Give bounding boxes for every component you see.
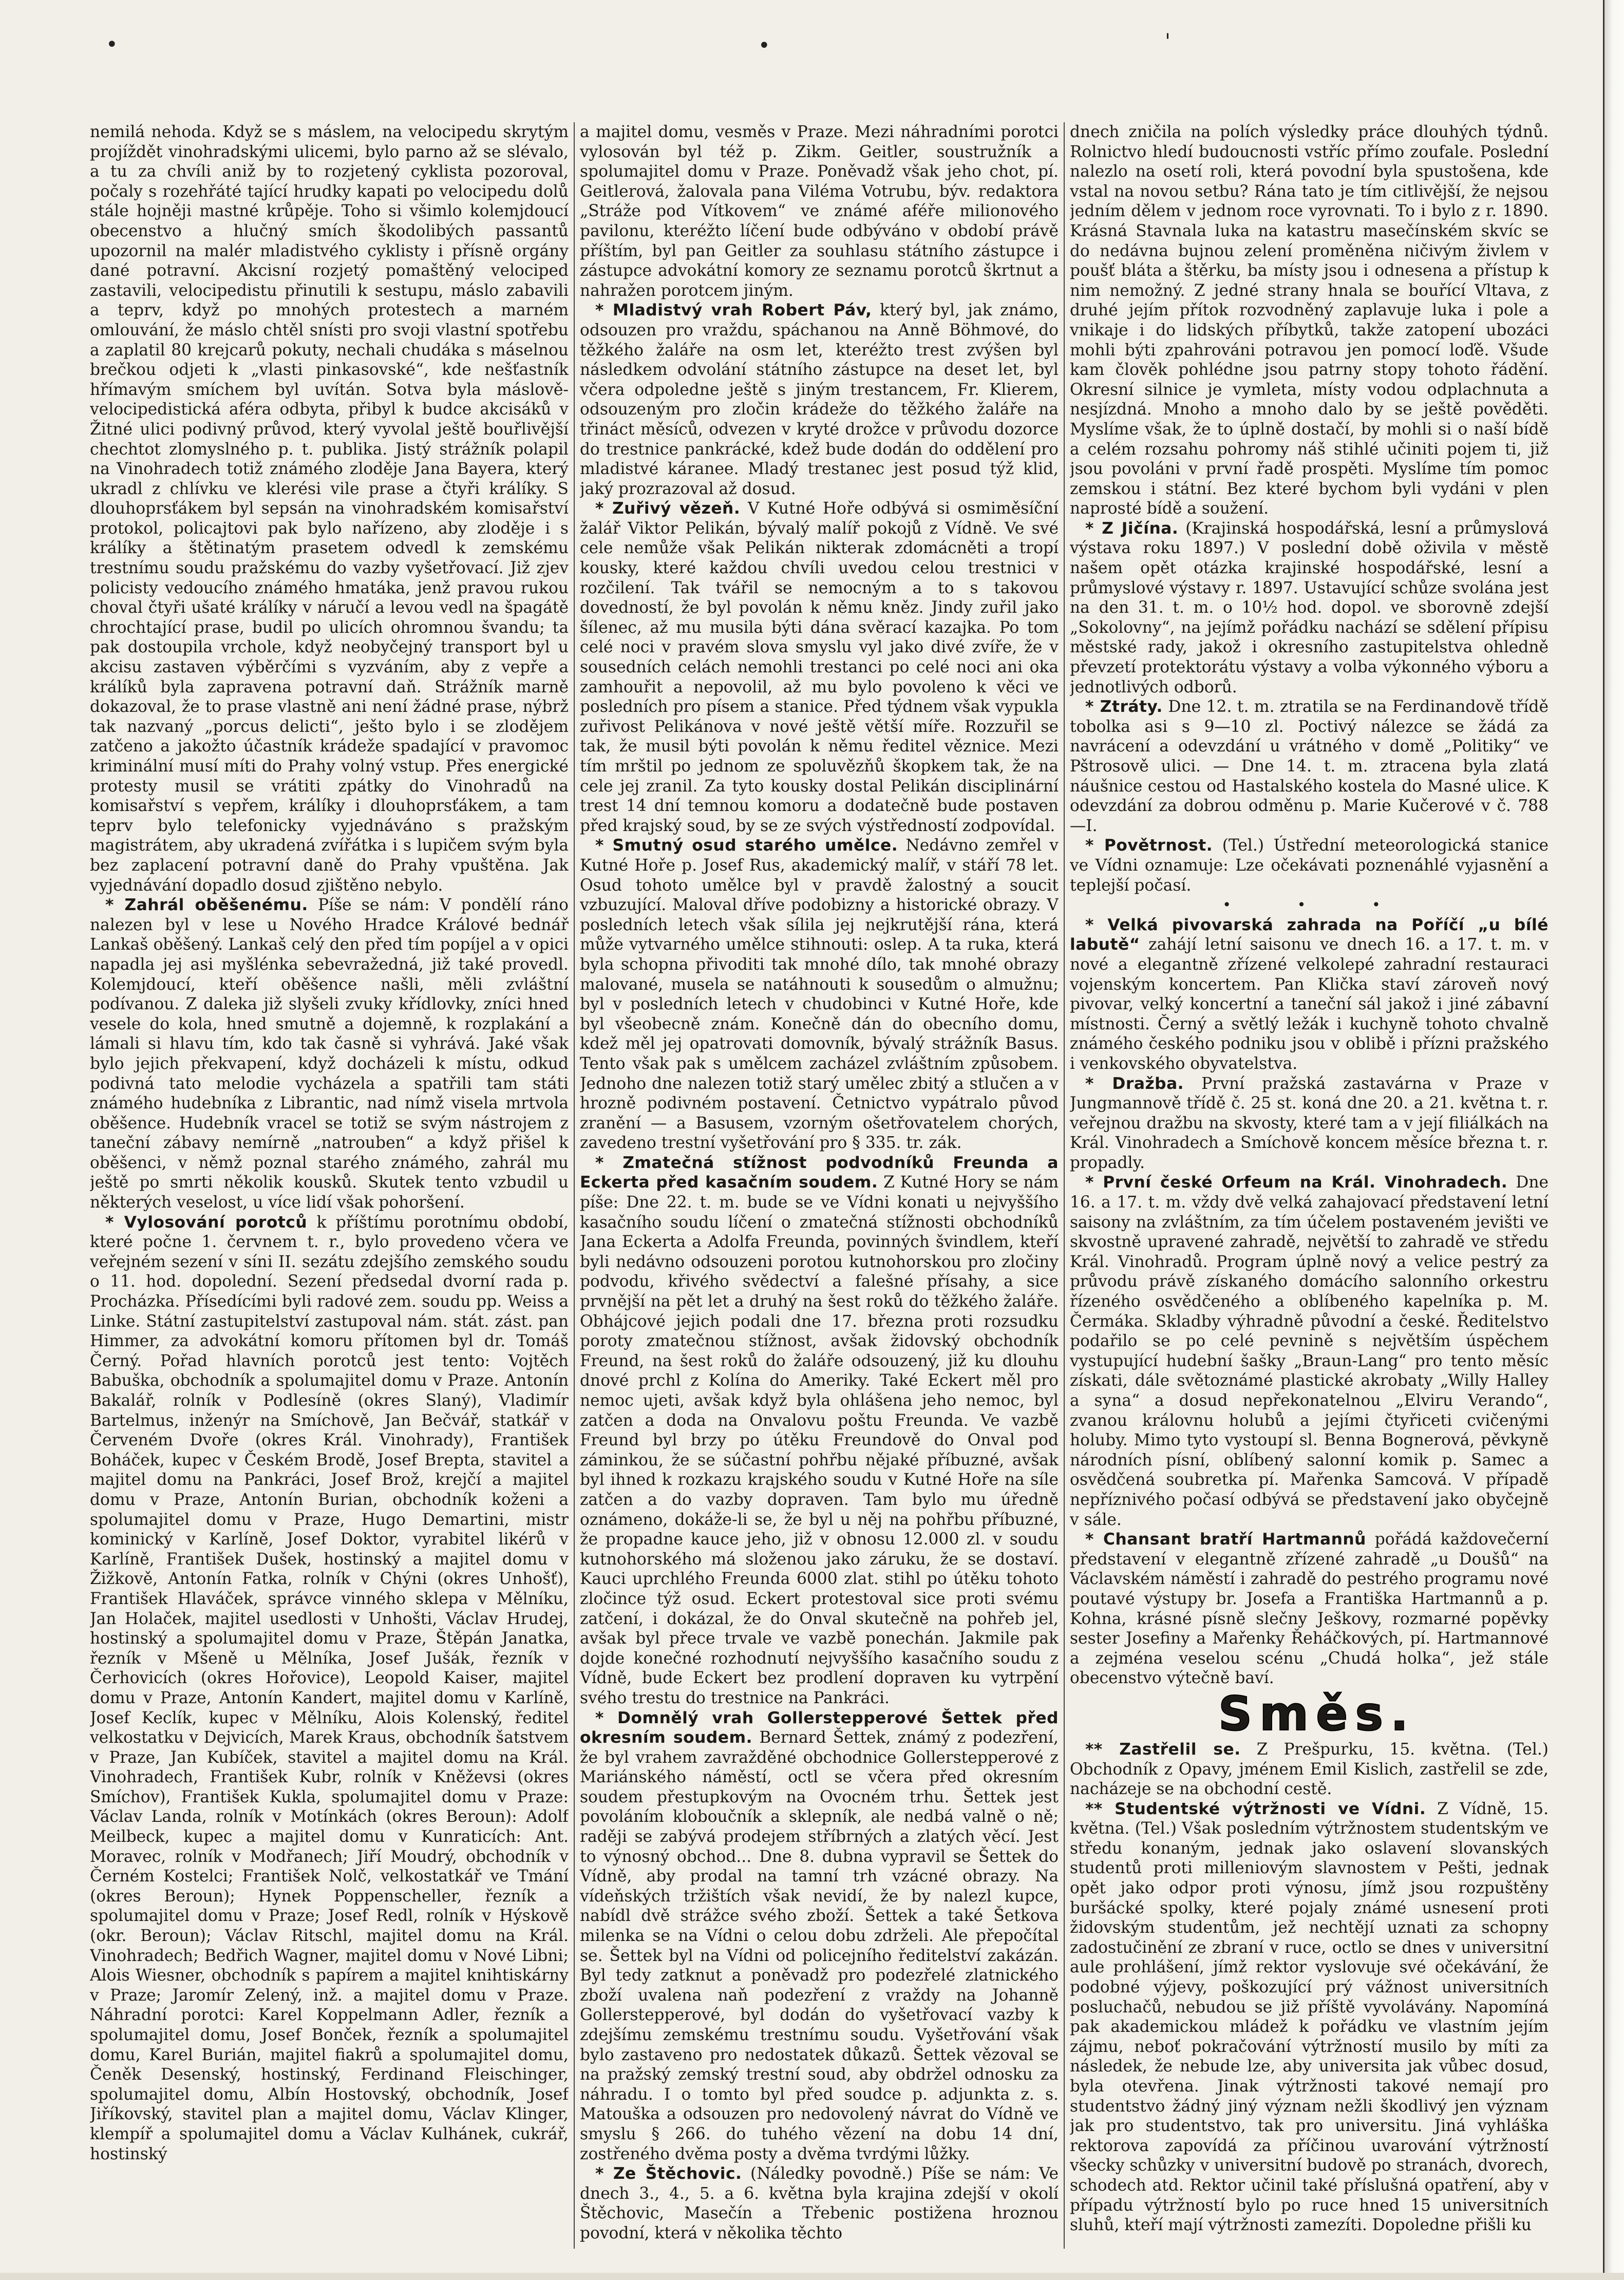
article-text: dnech zničila na polích výsledky práce dlouhých týdnů. Rolnictvo hledí budoucnosti vstříc přímo zoufale. Poslední nalezlo na osetí roli, která povodní byla spustošena, kde vstal na novou setbu? Rána tato je tím citlivější, že nejsou jedním dělem v jednom roce vyrovnati. To i bylo z r. 1890. Krásná Stavnala luka na katastru masečínském skvíc se do nedávna bujnou zelení proměněna ničivým živlem v poušť bláta a štěrku, ba místy jsou i odnesena a přístup k nim nemožný. Z jedné strany hnala se bouřící Vltava, z druhé jejím přítok rozvodněný zaplavuje luka i pole a vnikaje i do lidských příbytků, takže zatopení ubozáci mohli býti zpahrováni potravou jen pomocí loďě. Všude kam člověk pohlédne jsou patrny stopy tohoto řádění. Okresní silnice je vymleta, místy vodou odplachnuta a nesjízdná. Mnoho a mnoho dalo by se ještě pověděti. Myslíme však, že to úplně dostačí, by mohli si o naší bídě a celém rozsahu pohromy náš stihlé učiniti pojem ti, již jsou povoláni v první řadě prospěti. Myslíme tím pomoc zemskou i státní. Bez které bychom byli vydáni v plen naprosté bídě a soužení. xyxy=(1070,123,1549,518)
article-text: nemilá nehoda. Když se s máslem, na velocipedu skrytým projíždět vinohradskými ulicemi, bylo parno až se slévalo, a tu za chvíli aniž by to rozjetený cyklista pozoroval, počaly s rozehřáté tající hrudky kapati po velocipedu dolů stále hojněji mastné krůpěje. Toho si všimlo kolemjdoucí obecenstvo a hlučný smích škodolibých passantů upozornil na malér mladistvého cyklisty i přísně orgány dané potravní. Akcisní rozjetý pomaštěný velociped zastavili, velocipedistu přinutili k sestupu, máslo zabavili a teprv, když po mnohých protestech a marném omlouvání, že máslo chtěl snísti pro svoji vlastní spotřebu a zaplatil 80 krejcarů pokuty, nechali chudáka s máselnou brečkou odjeti k „vlasti pinkasovské“, kde nešťastník hřímavým smíchem byl uvítán. Sotva byla máslově-velocipedistická aféra odbyta, přibyl k budce akcisáků v Žitné ulici podivný průvod, který vyvolal ještě bouřlivější chechtot zlomyslného p. t. publika. Jistý strážník polapil na Vinohradech totiž známého zloděje Jana Bayera, který ukradl z chlívku ve klerési vile prase a čtyři králíky. S dlouhoprsťákem byl sepsán na vinohradském komisařství protokol, policajtovi pak bylo nařízeno, aby zloděje i s králíky a štětinatým prasetem odvedl k zemskému trestnímu soudu pražskému do vazby vyšetřovací. Již zjev policisty vedoucího známého hmatáka, jenž pravou rukou choval čtyři ušaté králíky v náručí a levou vedl na špagátě chrochtající prase, budil po ulicích ohromnou švandu; ta pak dostoupila vrchole, když neobyčejný transport byl u akcisu zastaven výběrčími s vyzváním, aby z vepře a králíků byla zapravena potravní daň. Strážník marně dokazoval, že to prase vlastně ani není žádné prase, nýbrž tak nazvaný „porcus delicti“, ješto bylo i se zlodějem zatčeno a jakožto účastník krádeže spadající v pravomoc kriminální musí míti do Prahy volný vstup. Přes energické protesty musil se vrátiti zpátky do Vinohradů na komisařství s vepřem, králíky i dlouhoprsťákem, a tam teprv bylo telefonicky vyjednáváno s pražským magistrátem, aby ukradená zvířátka i s lupičem svým byla bez zaplacení potravní daně do Prahy vpuštěna. Jak vyjednávání dopadlo dosud zjištěno nebylo. xyxy=(90,123,569,895)
article-text: (Náledky povodně.) Píše se nám: Ve dnech 3., 4., 5. a 6. května byla krajina zdejší v okolí Štěchovic, Masečín a Třebenic postižena hroznou povodní, která v několika těchto xyxy=(580,2164,1059,2243)
article-heading: * Domnělý vrah Gollerstepperové Šettek před okresním soudem. xyxy=(580,1708,1059,1747)
article-paragraph xyxy=(580,836,1059,1153)
article-paragraph xyxy=(580,122,1059,300)
article-paragraph xyxy=(580,1708,1059,2164)
article-heading: * Mladistvý vrah Robert Páv, xyxy=(595,301,872,320)
article-heading: ** Studentské výtržnosti ve Vídni. xyxy=(1085,1799,1426,1818)
article-text: Z Vídně, 15. května. (Tel.) Však posledním výtržnostem studentským ve středu konaným, jednak jako oslavení slovanských studentů proti milleniovým slavnostem v Pešti, jednak opět jako odpor proti výnosu, jímž jsou rozpuštěny buršácké spolky, které pojaly známé usnesení proti židovským studentům, jež nechtějí uznati za schopny zadostučinění ze zbraní v ruce, octlo se dnes v universitní aule prohlášení, jímž rektor vyslovuje své očekávání, že podobné výjevy, poškozující prý vážnost universitních posluchačů, nebudou se již příště vyvolávány. Napomíná pak akademickou mládež k pořádku ve vlastním jejím zájmu, neboť pokračování výtržností musilo by míti za následek, že nebude lze, aby universita jak vůbec dosud, byla otevřena. Jinak výtržnosti takové nemají pro studentstvo žádný jiný význam nežli škodlivý jen význam jak pro studentstvo, tak pro universitu. Jiná vyhláška rektorova zapovídá za příčinou uvarování výtržností všecky schůzky v universitní budově po stranách, dvorech, schodech atd. Rektor učinil také příslušná opatření, aby v případu výtržností bylo po ruce hned 15 universitních sluhů, kteří mají výtržnosti zamezíti. Dopoledne přišli ku xyxy=(1070,1799,1549,2235)
column-rule xyxy=(1059,122,1070,2249)
article-text: pořádá každovečerní představení v elegantně zřízené zahradě „u Doušů“ na Václavském náměstí i zahradě do pestrého programu nové poutavé výstupy br. Josefa a Františka Hartmannů a p. Kohna, krásné písně slečny Ješkovy, rozmarné popěvky sester Josefiny a Mařenky Řeháčkových, pí. Hartmannové a zejména veselou scénu „Chudá holka“, jež stále obecenstvo výtečně baví. xyxy=(1070,1530,1549,1688)
article-heading: ** Zastřelil se. xyxy=(1085,1740,1241,1759)
article-heading: * Dražba. xyxy=(1085,1074,1184,1093)
article-paragraph xyxy=(1070,1173,1549,1530)
text-columns xyxy=(90,122,1549,2249)
article-text: • • • xyxy=(1222,896,1411,914)
article-paragraph xyxy=(1070,1074,1549,1173)
article-heading: * Ze Štěchovic. xyxy=(595,2164,742,2183)
article-heading: * Povětrnost. xyxy=(1085,836,1213,855)
article-text: Dne 16. a 17. t. m. vždy dvě velká zahajovací představení letní saisony na zvláštním, za tím účelem postaveném jevišti ve skvostně upravené zahradě, největší to zahradě ve středu Král. Vinohradů. Program úplně nový a velice pestrý za průvodu právě získaného domácího salonního orkestru řízeného osvědčeného a oblíbeného kapelníka p. M. Čermáka. Skladby výhradně původní a české. Ředitelstvo podařilo se po celé pevnině s největším úspěchem vystupující hudební šašky „Braun-Lang“ pro tento měsíc získati, dále světoznámé plastické akrobaty „Willy Halley a syna“ a dosud nepřekonatelnou „Elviru Verando“, zvanou královnu holubů a jejími čtyřiceti cvičenými holuby. Mimo tyto vystoupí sl. Benna Bognerová, pěvkyně národních písní, oblíbený salonní komik p. Samec a osvědčená soubretka pí. Mařenka Samcová. V případě nepříznivého počasí odbývá se představení jako obyčejně v sále. xyxy=(1070,1173,1549,1529)
article-text: který byl, jak známo, odsouzen pro vraždu, spáchanou na Anně Böhmové, do těžkého žaláře na osm let, kteréžto trest zvýšen byl následkem odvolání státního zástupce na deset let, byl včera odpoledne ještě s jiným trestancem, Fr. Klierem, odsouzeným pro zločin krádeže do těžkého žaláře na třináct měsíců, odvezen v kryté drožce v průvodu dozorce do trestnice pankrácké, kdež bude dodán do oddělení pro mladistvé káranee. Mladý trestanec jest posud týž klid, jaký prozrazoval až dosud. xyxy=(580,301,1059,498)
column-rule xyxy=(569,122,580,2249)
article-paragraph xyxy=(90,122,569,895)
article-text: k příštímu porotnímu období, které počne 1. červnem t. r., bylo provedeno včera ve veřejném sezení v síni II. sezátu zdejšího zemského soudu o 11. hod. dopolední. Sezení předsedal dvorní rada p. Procházka. Přísedícími byli radové zem. soudu pp. Weiss a Linke. Státní zastupitelství zastupoval nám. stát. zást. pan Himmer, za advokátní komoru přítomen byl dr. Tomáš Černý. Pořad hlavních porotců jest tento: Vojtěch Babuška, obchodník a spolumajitel domu v Praze. Antonín Bakalář, rolník v Podlesíně (okres Slaný), Vladimír Bartelmus, inženýr na Smíchově, Jan Bečvář, statkář v Červeném Dvoře (okres Král. Vinohrady), František Boháček, kupec v Českém Brodě, Josef Brepta, stavitel a majitel domu na Pankráci, Josef Brož, krejčí a majitel domu v Praze, Antonín Burian, obchodník koženi a spolumajitel domu v Praze, Hugo Demartini, mistr kominický v Karlíně, Josef Doktor, vyrabitel likérů v Karlíně, František Dušek, hostinský a majitel domu v Žižkově, Antonín Fatka, rolník v Chýni (okres Unhošť), František Hlaváček, správce vinného sklepa v Mělníku, Jan Holaček, majitel usedlosti v Unhošti, Václav Hrudej, hostinský a spolumajitel domu v Praze, Štěpán Janatka, řezník v Mšeně u Mělníka, Josef Jušák, řezník v Čerhovicích (okres Hořovice), Leopold Kaiser, majitel domu v Praze, Antonín Kandert, majitel domu v Karlíně, Josef Keclík, kupec v Mělníku, Alois Kolenský, ředitel velkostatku v Dejvicích, Marek Kraus, obchodník šatstvem v Praze, Jan Kubíček, stavitel a majitel domu na Král. Vinohradech, František Kubr, rolník v Kněževsi (okres Smíchov), František Kukla, spolumajitel domu v Praze: Václav Landa, rolník v Motínkách (okres Beroun): Adolf Meilbeck, kupec a majitel domu v Kunraticích: Ant. Moravec, rolník v Modřanech; Jiří Moudrý, obchodník v Černém Kostelci; František Nolč, velkostatkář ve Tmání (okres Beroun); Hynek Poppenscheller, řezník a spolumajitel domu v Praze; Josef Redl, rolník v Hýskově (okr. Beroun); Václav Ritschl, majitel domu na Král. Vinohradech; Bedřich Wagner, majitel domu v Nové Libni; Alois Wiesner, obchodník s papírem a majitel knihtiskárny v Praze; Jaromír Zelený, inž. a majitel domu v Praze. Náhradní porotci: Karel Koppelmann Adler, řezník a spolumajitel domu, Josef Bonček, řezník a spolumajitel domu, Karel Burián, majitel fiakrů a spolumajitel domu, Čeněk Desenský, hostinský, Ferdinand Fleischinger, spolumajitel domu, Albín Hostovský, obchodník, Josef Jiříkovský, stavitel plan a majitel domu, Václav Klinger, klempíř a spolumajitel domu a Václav Kulhánek, cukrář, hostinský xyxy=(90,1213,569,2163)
article-paragraph xyxy=(580,2164,1059,2243)
article-paragraph xyxy=(1070,1740,1549,1799)
article-paragraph xyxy=(580,1153,1059,1708)
article-text: (Tel.) Ústřední meteorologická stanice ve Vídni oznamuje: Lze očekávati poznenáhlé vyjasnění a teplejší počasí. xyxy=(1070,836,1549,895)
article-paragraph xyxy=(90,895,569,1213)
column-1 xyxy=(90,122,569,2249)
column-2 xyxy=(580,122,1059,2249)
article-paragraph xyxy=(1070,122,1549,519)
article-paragraph xyxy=(90,1213,569,2164)
page-mark-right: ' xyxy=(1165,30,1170,53)
section-heading-smes xyxy=(1070,1688,1549,1740)
ornament-separator xyxy=(1070,895,1549,915)
article-heading: * Z Jičína. xyxy=(1085,519,1179,538)
article-paragraph xyxy=(580,300,1059,499)
article-heading: * Chansant bratří Hartmannů xyxy=(1085,1530,1366,1549)
article-text: V Kutné Hoře odbývá si osmiměsíční žalář Viktor Pelikán, bývalý malíř pokojů z Vídně. Ve své cele nemůže však Pelikán nikterak zdomácněti a tropí kousky, které každou chvíli uvedou celou trestnici v rozčilení. Tak tvářil se nemocným a to s takovou dovedností, že byl povolán k němu kněz. Jindy zuřil jako šílenec, až mu musila býti dána svěrací kazajka. Po tom celé noci v pravém slova smyslu vyl jako divé zvíře, že v sousedních celách nemohli trestanci po celé noci ani oka zamhouřit a nepovolil, až mu bylo povoleno k věci ve posledních pro písem a stanice. Před týdnem však vypukla zuřivost Pelikánova v nové ještě větší míře. Rozzuřil se tak, že musil býti povolán k němu ředitel věznice. Mezi tím mrštil po jednom ze spoluvězňů škopkem tak, že na cele jej zranil. Za tyto kousky dostal Pelikán disciplinární trest 14 dní temnou komoru a dodatečně bude postaven před krajský soud, by se ze svých výstředností zodpovídal. xyxy=(580,499,1059,835)
article-text: zahájí letní saisonu ve dnech 16. a 17. t. m. v nové a elegantně zřízené velkolepé zahradní restauraci vojenským koncertem. Pan Klička staví zároveň nový pivovar, velký koncertní a taneční sál jakož i jiné zábavní místnosti. Černý a světlý ležák i kuchyně tohoto chvalně známého českého podniku jsou v oblibě i přízni pražského i venkovského obyvatelstva. xyxy=(1070,935,1549,1073)
article-text: Bernard Šettek, známý z podezření, že byl vrahem zavražděné obchodnice Gollerstepperové z Mariánského náměstí, octl se včera před okresním soudem přestupkovým na Ovocném trhu. Šettek jest povoláním kloboučník a sklepník, ale nedbá valně o ně; raději se zabývá prodejem stříbrných a zlatých věcí. Jest to výnosný obchod... Dne 8. dubna vypravil se Šettek do Vídně, aby prodal na tamní trh vzácné obrazy. Na vídeňských tržištích však nevidí, že by nalezl kupce, nabídl dvě strážce svého zboží. Šettek a také Šetkova milenka se na Vídni o celou dobu zdrželi. Ale přepočítal se. Šettek byl na Vídni od policejního ředitelství zakázán. Byl tedy zatknut a poněvadž pro podezřelé zlatnického zboží uvalena naň podezření z vraždy na Johanně Gollerstepperové, byl dodán do vyšetřovací vazby k zdejšímu zemskému trestnímu soudu. Vyšetřování však bylo zastaveno pro nedostatek důkazů. Šettek vězoval se na pražský zemský trestní soud, aby obdržel odnosku za náhradu. I o tomto byl před soudce p. adjunkta z. s. Matouška a odsouzen pro nedovolený návrat do Vídně ve smyslu § 266. do tuhého vězení na dobu 14 dní, zostřeného dvěma posty a dvěma tvrdými lůžky. xyxy=(580,1728,1059,2163)
article-heading: * Velká pivovarská zahrada na Poříčí „u bílé labutě“ xyxy=(1070,915,1549,954)
article-paragraph xyxy=(1070,1799,1549,2235)
article-paragraph xyxy=(1070,697,1549,836)
article-heading: * Zmatečná stížnost podvodníků Freunda a Eckerta před kasačním soudem. xyxy=(580,1153,1059,1192)
article-text: a majitel domu, vesměs v Praze. Mezi náhradními porotci vylosován byl též p. Zikm. Geitler, soustružník a spolumajitel domu v Praze. Poněvadž však jeho chot, pí. Geitlerová, žalovala pana Viléma Votrubu, býv. redaktora „Stráže pod Vítkovem“ ve známé aféře milionového pavilonu, kteréžto líčení bude odbýváno v období právě příštím, byl pan Geitler za souhlasu státního zástupce i zástupce advokátní komory ze seznamu porotců škrtnut a nahražen porotcem jiným. xyxy=(580,123,1059,300)
article-heading: * Smutný osud starého umělce. xyxy=(595,836,898,855)
article-paragraph xyxy=(1070,836,1549,895)
article-text: Směs. xyxy=(1218,1686,1416,1741)
article-text: Nedávno zemřel v Kutné Hoře p. Josef Rus, akademický malíř, v stáří 78 let. Osud tohoto umělce byl v pravdě žalostný a soucit vzbuzující. Maloval dříve podobizny a historické obrazy. V posledních letech však sílila jej nejkrutější rána, která může vytvarného umělce stihnouti: oslep. A ta ruka, která byla schopna přivoditi tak mnohé dílo, tak mnohé obrazy malované, musela se natáhnouti k sousedům o almužnu; byl v posledních letech v chudobinci v Kutné Hoře, kde byl všeobecně znám. Konečně dán do obecního domu, kdež měl jej opatrovati domovník, bývalý strážník Basus. Tento však pak s umělcem zacházel zvláštním způsobem. Jednoho dne nalezen totiž starý umělec zbitý a stlučen a v hrozně podivném postavení. Četnictvo vypátralo původ zranění — a Basusem, vzorným ošetřovatelem chorých, zavedeno trestní vyšetřování pro § 335. tr. zák. xyxy=(580,836,1059,1153)
article-text: Dne 12. t. m. ztratila se na Ferdinandově třídě tobolka asi s 9—10 zl. Poctivý nálezce se žádá za navrácení a odevzdání u vrátného v domě „Politiky“ ve Pštrosově ulici. — Dne 14. t. m. ztracena byla zlatá náušnice cestou od Hastalského kostela do Masné ulice. K odevzdání za dobrou odměnu p. Marie Kučerové v č. 788—I. xyxy=(1070,698,1549,835)
article-text: Z Prešpurku, 15. května. (Tel.) Obchodník z Opavy, jménem Emil Kislich, zastřelil se zde, nacházeje se na obchodní cestě. xyxy=(1070,1740,1549,1799)
article-text: Z Kutné Hory se nám píše: Dne 22. t. m. bude se ve Vídni konati u nejvyššího kasačního soudu líčení o zmatečná stížnosti obchodníků Jana Eckerta a Adolfa Freunda, povinných švindlem, kteří byli nedávno odsouzeni porotou kutnohorskou pro zločiny podvodu, křivého svědectví a falešné přísahy, a sice prvnější na pět let a druhý na šest roků do těžkého žaláře. Obhájcové jejich podali dne 17. března proti rozsudku poroty zmatečnou stížnost, avšak židovský obchodník Freund, na šest roků do žaláře odsouzený, již ku dlouhu dnové prchl z Kolína do Ameriky. Také Eckert měl pro nemoc ujeti, avšak když byla ohlášena jeho nemoc, byl zatčen a doda na Onvalovu poštu Freunda. Ve vazbě Freund byl brzy po útěku Freundově do Onval pod záminkou, že se súčastní pohřbu nějaké příbuzné, avšak byl ihned k rozkazu krajského soudu v Kutné Hoře na síle zatčen a do vazby dopraven. Tam bylo mu úředně oznámeno, dokáže-li se, že byl u něj na pohřbu příbuzné, že propadne kauce jeho, již v obnosu 12.000 zl. v soudu kutnohorského má složenou jako záruku, že se dostaví. Kauci uprchlého Freunda 6000 zlat. stihl po útěku tohoto zločince týž osud. Eckert protestoval sice proti svému zatčení, i dokázal, že do Onval skutečně na pohřeb jel, avšak byl přece trvale ve vazbě ponechán. Jakmile pak dojde konečné rozhodnutí nejvyššího kasačního soudu z Vídně, bude Eckert bez prodlení dopraven ku vytrpění svého trestu do trestnice na Pankráci. xyxy=(580,1173,1059,1707)
article-paragraph xyxy=(1070,519,1549,697)
article-text: (Krajinská hospodářská, lesní a průmyslová výstava roku 1897.) V poslední době oživila v městě našem opět otázka krajinské hospodářské, lesní a průmyslové výstavy r. 1897. Ustavující schůze svolána jest na den 31. t. m. o 10½ hod. dopol. ve sborovně zdejší „Sokolovny“, na jejímž pořádku nachází se sdělení přípisu městské rady, jakož i okresního zastupitelstva ohledně převzetí protektorátu výstavy a volba výkonného výboru a jednotlivých odborů. xyxy=(1070,519,1549,696)
page-bottom-edge xyxy=(0,2273,1624,2280)
column-3 xyxy=(1070,122,1549,2249)
page-mark-center: • xyxy=(758,34,770,58)
article-text: Píše se nám: V pondělí ráno nalezen byl v lese u Nového Hradce Králové bednář Lankaš oběšený. Lankaš celý den před tím popíjel a v opici napadla jej asi myšlénka sebevražedná, již také provedl. Kolemjdoucí, kteří oběšence našli, měli zvláštní podívanou. Z daleka již slyšeli zvuky křídlovky, zníci hned vesele do kola, hned smutně a dojemně, k rozplakání a lámali si hlavu tím, kdo tak časně si vyhrává. Jaké však bylo jejich překvapení, když docházeli k místu, odkud podivná tato melodie vycházela a spatřili tam státi známého hudebníka z Librantic, nad nímž visela mrtvola oběšence. Hudebník vracel se totiž se svým nástrojem z taneční zábavy nemírně „natrouben“ a když přišel k oběšenci, v němž poznal starého známého, zahrál mu ještě po smrti několik kousků. Skutek tento vzbudil u některých veselost, u více lidí však pohoršení. xyxy=(90,896,569,1212)
article-heading: * Ztráty. xyxy=(1085,698,1163,717)
page-edge xyxy=(1603,0,1624,2280)
article-heading: * Zuřivý vězeň. xyxy=(595,499,741,518)
article-heading: * Zahrál oběšenému. xyxy=(105,896,308,915)
article-heading: * První české Orfeum na Král. Vinohradech. xyxy=(1085,1173,1508,1192)
article-text: První pražská zastavárna v Praze v Jungmannově třídě č. 25 st. koná dne 20. a 21. května t. r. veřejnou dražbu na skvosty, které tam a v její filiálkách na Král. Vinohradech a Smíchově koncem měsíce března t. r. propadly. xyxy=(1070,1074,1549,1172)
article-paragraph xyxy=(1070,915,1549,1074)
article-paragraph xyxy=(1070,1530,1549,1688)
article-heading: * Vylosování porotců xyxy=(105,1213,308,1232)
page-mark-left: • xyxy=(106,33,118,56)
article-paragraph xyxy=(580,499,1059,836)
